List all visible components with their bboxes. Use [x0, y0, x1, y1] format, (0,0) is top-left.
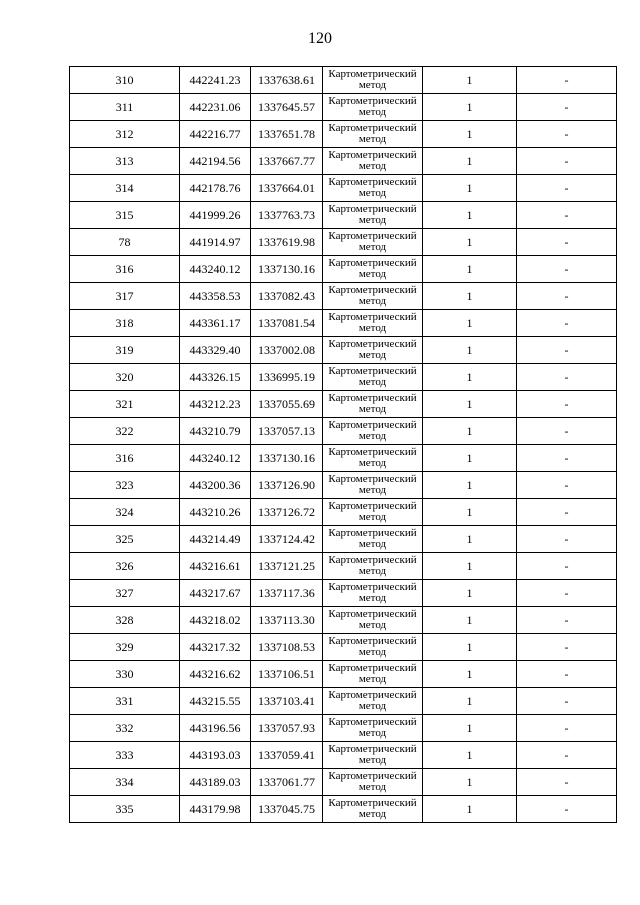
table-row	[70, 472, 617, 499]
method-line-2: метод	[358, 565, 387, 577]
point-number-cell: 317	[70, 283, 180, 310]
x-coordinate-cell: 441914.97	[180, 229, 251, 256]
y-coordinate-cell: 1337763.73	[251, 202, 323, 229]
point-number-cell: 330	[70, 661, 180, 688]
y-coordinate-cell: 1337619.98	[251, 229, 323, 256]
table-row	[70, 121, 617, 148]
y-coordinate-cell: 1337651.78	[251, 121, 323, 148]
y-coordinate-cell: 1337645.57	[251, 94, 323, 121]
table-row	[70, 553, 617, 580]
method-line-1: Картометрический	[328, 635, 417, 647]
y-coordinate-cell: 1337124.42	[251, 526, 323, 553]
method-line-1: Картометрический	[328, 500, 417, 512]
method-line-1: Картометрический	[328, 581, 417, 593]
note-cell: -	[517, 661, 617, 688]
method-line-1: Картометрический	[328, 311, 417, 323]
method-line-2: метод	[358, 619, 387, 631]
method-line-2: метод	[358, 781, 387, 793]
accuracy-cell: 1	[423, 337, 517, 364]
point-number-cell: 322	[70, 418, 180, 445]
method-cell	[323, 526, 423, 553]
method-line-1: Картометрический	[328, 203, 417, 215]
accuracy-cell: 1	[423, 445, 517, 472]
point-number-cell: 331	[70, 688, 180, 715]
accuracy-cell: 1	[423, 391, 517, 418]
note-cell: -	[517, 310, 617, 337]
method-line-1: Картометрический	[328, 68, 417, 80]
table-row	[70, 445, 617, 472]
y-coordinate-cell: 1337055.69	[251, 391, 323, 418]
table-row	[70, 769, 617, 796]
table-row	[70, 580, 617, 607]
accuracy-cell: 1	[423, 769, 517, 796]
y-coordinate-cell: 1337057.93	[251, 715, 323, 742]
method-line-2: метод	[358, 376, 387, 388]
x-coordinate-cell: 443358.53	[180, 283, 251, 310]
method-cell	[323, 175, 423, 202]
y-coordinate-cell: 1337082.43	[251, 283, 323, 310]
x-coordinate-cell: 442231.06	[180, 94, 251, 121]
y-coordinate-cell: 1337081.54	[251, 310, 323, 337]
table-row	[70, 202, 617, 229]
table-row	[70, 418, 617, 445]
method-line-1: Картометрический	[328, 365, 417, 377]
x-coordinate-cell: 443240.12	[180, 445, 251, 472]
x-coordinate-cell: 442178.76	[180, 175, 251, 202]
table-row	[70, 283, 617, 310]
point-number-cell: 325	[70, 526, 180, 553]
note-cell: -	[517, 94, 617, 121]
note-cell: -	[517, 580, 617, 607]
method-cell	[323, 202, 423, 229]
point-number-cell: 313	[70, 148, 180, 175]
x-coordinate-cell: 443215.55	[180, 688, 251, 715]
accuracy-cell: 1	[423, 310, 517, 337]
table-row	[70, 310, 617, 337]
method-cell	[323, 769, 423, 796]
method-cell	[323, 310, 423, 337]
accuracy-cell: 1	[423, 688, 517, 715]
point-number-cell: 319	[70, 337, 180, 364]
method-line-2: метод	[358, 592, 387, 604]
y-coordinate-cell: 1337121.25	[251, 553, 323, 580]
method-cell	[323, 472, 423, 499]
method-cell	[323, 256, 423, 283]
table-row	[70, 715, 617, 742]
method-line-2: метод	[358, 646, 387, 658]
note-cell: -	[517, 364, 617, 391]
method-cell	[323, 391, 423, 418]
table-row	[70, 796, 617, 823]
method-line-2: метод	[358, 106, 387, 118]
note-cell: -	[517, 634, 617, 661]
y-coordinate-cell: 1337113.30	[251, 607, 323, 634]
method-line-2: метод	[358, 538, 387, 550]
note-cell: -	[517, 67, 617, 94]
note-cell: -	[517, 445, 617, 472]
method-cell	[323, 796, 423, 823]
method-line-1: Картометрический	[328, 446, 417, 458]
accuracy-cell: 1	[423, 553, 517, 580]
table-body	[70, 67, 617, 823]
x-coordinate-cell: 443361.17	[180, 310, 251, 337]
method-line-2: метод	[358, 430, 387, 442]
y-coordinate-cell: 1337108.53	[251, 634, 323, 661]
table-row	[70, 526, 617, 553]
x-coordinate-cell: 443326.15	[180, 364, 251, 391]
accuracy-cell: 1	[423, 499, 517, 526]
method-line-2: метод	[358, 241, 387, 253]
x-coordinate-cell: 441999.26	[180, 202, 251, 229]
method-line-1: Картометрический	[328, 176, 417, 188]
x-coordinate-cell: 443217.67	[180, 580, 251, 607]
table-row	[70, 607, 617, 634]
x-coordinate-cell: 443210.79	[180, 418, 251, 445]
accuracy-cell: 1	[423, 418, 517, 445]
y-coordinate-cell: 1337130.16	[251, 256, 323, 283]
accuracy-cell: 1	[423, 472, 517, 499]
x-coordinate-cell: 443214.49	[180, 526, 251, 553]
note-cell: -	[517, 337, 617, 364]
method-line-1: Картометрический	[328, 689, 417, 701]
method-line-2: метод	[358, 79, 387, 91]
method-line-2: метод	[358, 160, 387, 172]
y-coordinate-cell: 1337103.41	[251, 688, 323, 715]
method-line-1: Картометрический	[328, 527, 417, 539]
table-row	[70, 148, 617, 175]
method-line-1: Картометрический	[328, 392, 417, 404]
point-number-cell: 310	[70, 67, 180, 94]
method-line-2: метод	[358, 322, 387, 334]
method-cell	[323, 283, 423, 310]
table-row	[70, 175, 617, 202]
y-coordinate-cell: 1337664.01	[251, 175, 323, 202]
method-cell	[323, 229, 423, 256]
method-line-1: Картометрический	[328, 95, 417, 107]
method-line-1: Картометрический	[328, 662, 417, 674]
method-cell	[323, 715, 423, 742]
note-cell: -	[517, 175, 617, 202]
method-line-1: Картометрический	[328, 797, 417, 809]
table-row	[70, 256, 617, 283]
y-coordinate-cell: 1336995.19	[251, 364, 323, 391]
method-line-1: Картометрический	[328, 122, 417, 134]
method-line-2: метод	[358, 727, 387, 739]
x-coordinate-cell: 443217.32	[180, 634, 251, 661]
accuracy-cell: 1	[423, 661, 517, 688]
x-coordinate-cell: 443329.40	[180, 337, 251, 364]
method-cell	[323, 661, 423, 688]
note-cell: -	[517, 742, 617, 769]
table-row	[70, 688, 617, 715]
method-line-2: метод	[358, 673, 387, 685]
point-number-cell: 318	[70, 310, 180, 337]
method-line-1: Картометрический	[328, 230, 417, 242]
y-coordinate-cell: 1337126.90	[251, 472, 323, 499]
method-line-1: Картометрический	[328, 554, 417, 566]
method-line-1: Картометрический	[328, 149, 417, 161]
point-number-cell: 320	[70, 364, 180, 391]
accuracy-cell: 1	[423, 175, 517, 202]
method-line-2: метод	[358, 808, 387, 820]
note-cell: -	[517, 499, 617, 526]
note-cell: -	[517, 796, 617, 823]
note-cell: -	[517, 148, 617, 175]
x-coordinate-cell: 443193.03	[180, 742, 251, 769]
accuracy-cell: 1	[423, 256, 517, 283]
accuracy-cell: 1	[423, 364, 517, 391]
x-coordinate-cell: 443216.62	[180, 661, 251, 688]
point-number-cell: 334	[70, 769, 180, 796]
method-cell	[323, 445, 423, 472]
note-cell: -	[517, 256, 617, 283]
accuracy-cell: 1	[423, 67, 517, 94]
point-number-cell: 78	[70, 229, 180, 256]
accuracy-cell: 1	[423, 796, 517, 823]
point-number-cell: 316	[70, 256, 180, 283]
note-cell: -	[517, 688, 617, 715]
coordinates-table	[69, 66, 617, 823]
y-coordinate-cell: 1337002.08	[251, 337, 323, 364]
accuracy-cell: 1	[423, 229, 517, 256]
method-cell	[323, 553, 423, 580]
point-number-cell: 332	[70, 715, 180, 742]
method-line-2: метод	[358, 349, 387, 361]
note-cell: -	[517, 715, 617, 742]
accuracy-cell: 1	[423, 634, 517, 661]
x-coordinate-cell: 443216.61	[180, 553, 251, 580]
y-coordinate-cell: 1337106.51	[251, 661, 323, 688]
table-row	[70, 229, 617, 256]
point-number-cell: 324	[70, 499, 180, 526]
point-number-cell: 312	[70, 121, 180, 148]
point-number-cell: 333	[70, 742, 180, 769]
method-cell	[323, 499, 423, 526]
table-row	[70, 94, 617, 121]
method-cell	[323, 580, 423, 607]
note-cell: -	[517, 121, 617, 148]
accuracy-cell: 1	[423, 94, 517, 121]
method-line-2: метод	[358, 133, 387, 145]
point-number-cell: 323	[70, 472, 180, 499]
note-cell: -	[517, 391, 617, 418]
note-cell: -	[517, 472, 617, 499]
accuracy-cell: 1	[423, 580, 517, 607]
table-row	[70, 67, 617, 94]
method-line-2: метод	[358, 268, 387, 280]
point-number-cell: 326	[70, 553, 180, 580]
x-coordinate-cell: 443240.12	[180, 256, 251, 283]
method-cell	[323, 634, 423, 661]
accuracy-cell: 1	[423, 148, 517, 175]
method-cell	[323, 337, 423, 364]
method-line-1: Картометрический	[328, 770, 417, 782]
method-line-2: метод	[358, 511, 387, 523]
method-line-2: метод	[358, 403, 387, 415]
point-number-cell: 327	[70, 580, 180, 607]
y-coordinate-cell: 1337045.75	[251, 796, 323, 823]
accuracy-cell: 1	[423, 715, 517, 742]
method-line-1: Картометрический	[328, 716, 417, 728]
y-coordinate-cell: 1337130.16	[251, 445, 323, 472]
accuracy-cell: 1	[423, 283, 517, 310]
x-coordinate-cell: 443200.36	[180, 472, 251, 499]
table-row	[70, 661, 617, 688]
y-coordinate-cell: 1337126.72	[251, 499, 323, 526]
point-number-cell: 321	[70, 391, 180, 418]
note-cell: -	[517, 769, 617, 796]
note-cell: -	[517, 202, 617, 229]
table-row	[70, 337, 617, 364]
accuracy-cell: 1	[423, 202, 517, 229]
method-line-1: Картометрический	[328, 743, 417, 755]
x-coordinate-cell: 443196.56	[180, 715, 251, 742]
page-number: 120	[308, 30, 332, 47]
point-number-cell: 311	[70, 94, 180, 121]
note-cell: -	[517, 553, 617, 580]
y-coordinate-cell: 1337059.41	[251, 742, 323, 769]
method-line-2: метод	[358, 295, 387, 307]
method-line-2: метод	[358, 457, 387, 469]
table-row	[70, 364, 617, 391]
method-cell	[323, 418, 423, 445]
y-coordinate-cell: 1337638.61	[251, 67, 323, 94]
method-line-1: Картометрический	[328, 473, 417, 485]
note-cell: -	[517, 418, 617, 445]
note-cell: -	[517, 526, 617, 553]
y-coordinate-cell: 1337117.36	[251, 580, 323, 607]
method-line-1: Картометрический	[328, 257, 417, 269]
method-line-2: метод	[358, 754, 387, 766]
y-coordinate-cell: 1337061.77	[251, 769, 323, 796]
method-cell	[323, 94, 423, 121]
y-coordinate-cell: 1337667.77	[251, 148, 323, 175]
x-coordinate-cell: 442194.56	[180, 148, 251, 175]
point-number-cell: 328	[70, 607, 180, 634]
method-cell	[323, 742, 423, 769]
method-cell	[323, 607, 423, 634]
point-number-cell: 315	[70, 202, 180, 229]
method-line-1: Картометрический	[328, 284, 417, 296]
x-coordinate-cell: 443189.03	[180, 769, 251, 796]
method-line-1: Картометрический	[328, 419, 417, 431]
accuracy-cell: 1	[423, 121, 517, 148]
method-cell	[323, 688, 423, 715]
point-number-cell: 335	[70, 796, 180, 823]
table-row	[70, 634, 617, 661]
method-cell	[323, 67, 423, 94]
x-coordinate-cell: 443179.98	[180, 796, 251, 823]
y-coordinate-cell: 1337057.13	[251, 418, 323, 445]
x-coordinate-cell: 442216.77	[180, 121, 251, 148]
point-number-cell: 314	[70, 175, 180, 202]
method-line-2: метод	[358, 700, 387, 712]
table-row	[70, 742, 617, 769]
table-row	[70, 391, 617, 418]
point-number-cell: 316	[70, 445, 180, 472]
method-line-2: метод	[358, 214, 387, 226]
accuracy-cell: 1	[423, 607, 517, 634]
method-cell	[323, 148, 423, 175]
x-coordinate-cell: 442241.23	[180, 67, 251, 94]
point-number-cell: 329	[70, 634, 180, 661]
method-line-1: Картометрический	[328, 338, 417, 350]
accuracy-cell: 1	[423, 742, 517, 769]
method-line-2: метод	[358, 187, 387, 199]
x-coordinate-cell: 443218.02	[180, 607, 251, 634]
accuracy-cell: 1	[423, 526, 517, 553]
method-line-2: метод	[358, 484, 387, 496]
x-coordinate-cell: 443212.23	[180, 391, 251, 418]
method-cell	[323, 364, 423, 391]
note-cell: -	[517, 607, 617, 634]
x-coordinate-cell: 443210.26	[180, 499, 251, 526]
method-cell	[323, 121, 423, 148]
note-cell: -	[517, 229, 617, 256]
note-cell: -	[517, 283, 617, 310]
method-line-1: Картометрический	[328, 608, 417, 620]
table-row	[70, 499, 617, 526]
